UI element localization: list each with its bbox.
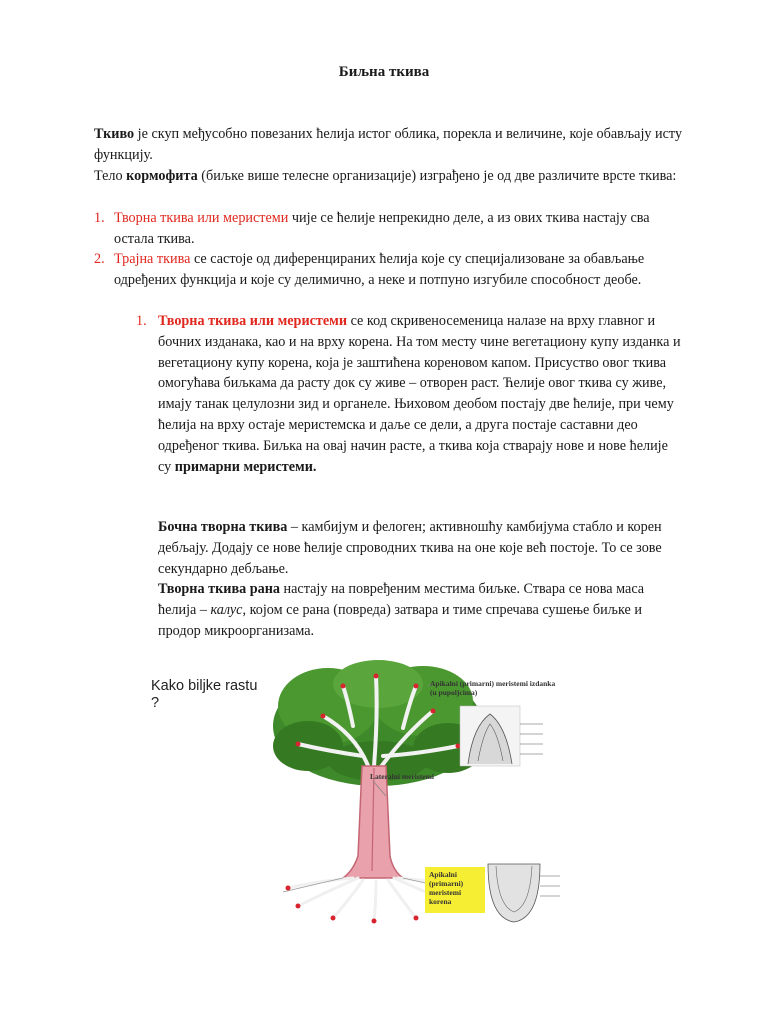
term-tissue: Ткиво — [94, 126, 135, 142]
sublist-item-meristems — [158, 311, 683, 477]
term-meristems: Творна ткива или меристеми — [114, 210, 289, 226]
cormophyta-before: Тело — [94, 168, 127, 184]
term-meristems-bold: Творна ткива или меристеми — [158, 313, 348, 329]
cormophyta-after: (биљке више телесне организације) изграђено је од две различите врсте ткива: — [197, 168, 677, 184]
root-tip-micrograph — [488, 864, 560, 922]
label-lateral-meristems: Lateralni meristemi — [370, 772, 434, 781]
list-item-2-text: се састоје од диференцираних ћелија које су специјализоване за обављање одређених функција и које су делимично, а неке и потпуно изгубиле способност деобе. — [114, 251, 645, 288]
wound-text-2: , којом се рана (повреда) затвара и тиме спречава сушење биљке и продор микроорганизама. — [158, 601, 642, 639]
page-title: Биљна ткива — [338, 64, 430, 80]
term-permanent-tissues: Трајна ткива — [114, 251, 191, 267]
lateral-meristems-paragraph — [158, 517, 683, 579]
term-callus: калус — [210, 601, 243, 618]
term-cormophyta: кормофита — [126, 168, 198, 184]
term-primary-meristems: примарни меристеми. — [174, 458, 317, 475]
list-number-2: 2. — [94, 251, 105, 267]
list-number-1: 1. — [94, 210, 105, 226]
sublist-number-1: 1. — [136, 313, 147, 329]
cormophyta-paragraph — [94, 166, 684, 187]
lateral-text: – камбијум и фелоген; активношћу камбијума стабло и корен дебљају. Додају се нове ћелије спроводних ткива на оне које већ постоје. То се зове секундарно дебљање. — [158, 519, 662, 577]
wound-meristems-paragraph — [158, 579, 683, 641]
sublist-text: се код скривеносеменица налазе на врху главног и бочних изданака, као и на врху корена. На том месту чине вегетациону купу изданка и вегетациону купу корена, која је заштићена кореновом капом. Присуство овог ткива омогућава биљкама да расту док су живе – отворен раст. Ћелије овог ткива су живе, имају танак целулозни зид и органеле. Њиховом деобом постају две ћелије, при чему ћелија на врху остаје меристемска и даље се дели, а друга постаје саставни део одређеног ткива. Биљка на овај начин расте, а ткива која стварају нове и нове ћелије су — [158, 313, 681, 475]
tissue-definition-text: је скуп међусобно повезаних ћелија истог облика, порекла и величине, које обављају исту функцију. — [94, 126, 683, 163]
term-wound-meristems: Творна ткива рана — [158, 581, 280, 597]
figure-heading: Kako biljke rastu ? — [151, 678, 258, 711]
list-item-permanent-tissues — [114, 249, 684, 291]
list-item-1-text: чије се ћелије непрекидно деле, а из ових ткива настају сва остала ткива. — [114, 210, 650, 247]
wound-text-1: настају на повређеним местима биљке. Ствара се нова маса ћелија – — [158, 581, 645, 618]
label-apical-shoot-meristems: Apikalni (primarni) meristemi izdanka (u pupoljcima) — [430, 679, 556, 697]
shoot-tip-micrograph — [460, 706, 543, 766]
term-lateral-meristems: Бочна творна ткива — [158, 519, 288, 535]
tissue-definition — [94, 124, 684, 166]
label-apical-root-meristems: Apikalni (primarni) meristemi korena — [429, 870, 464, 906]
list-item-meristems — [114, 208, 684, 250]
